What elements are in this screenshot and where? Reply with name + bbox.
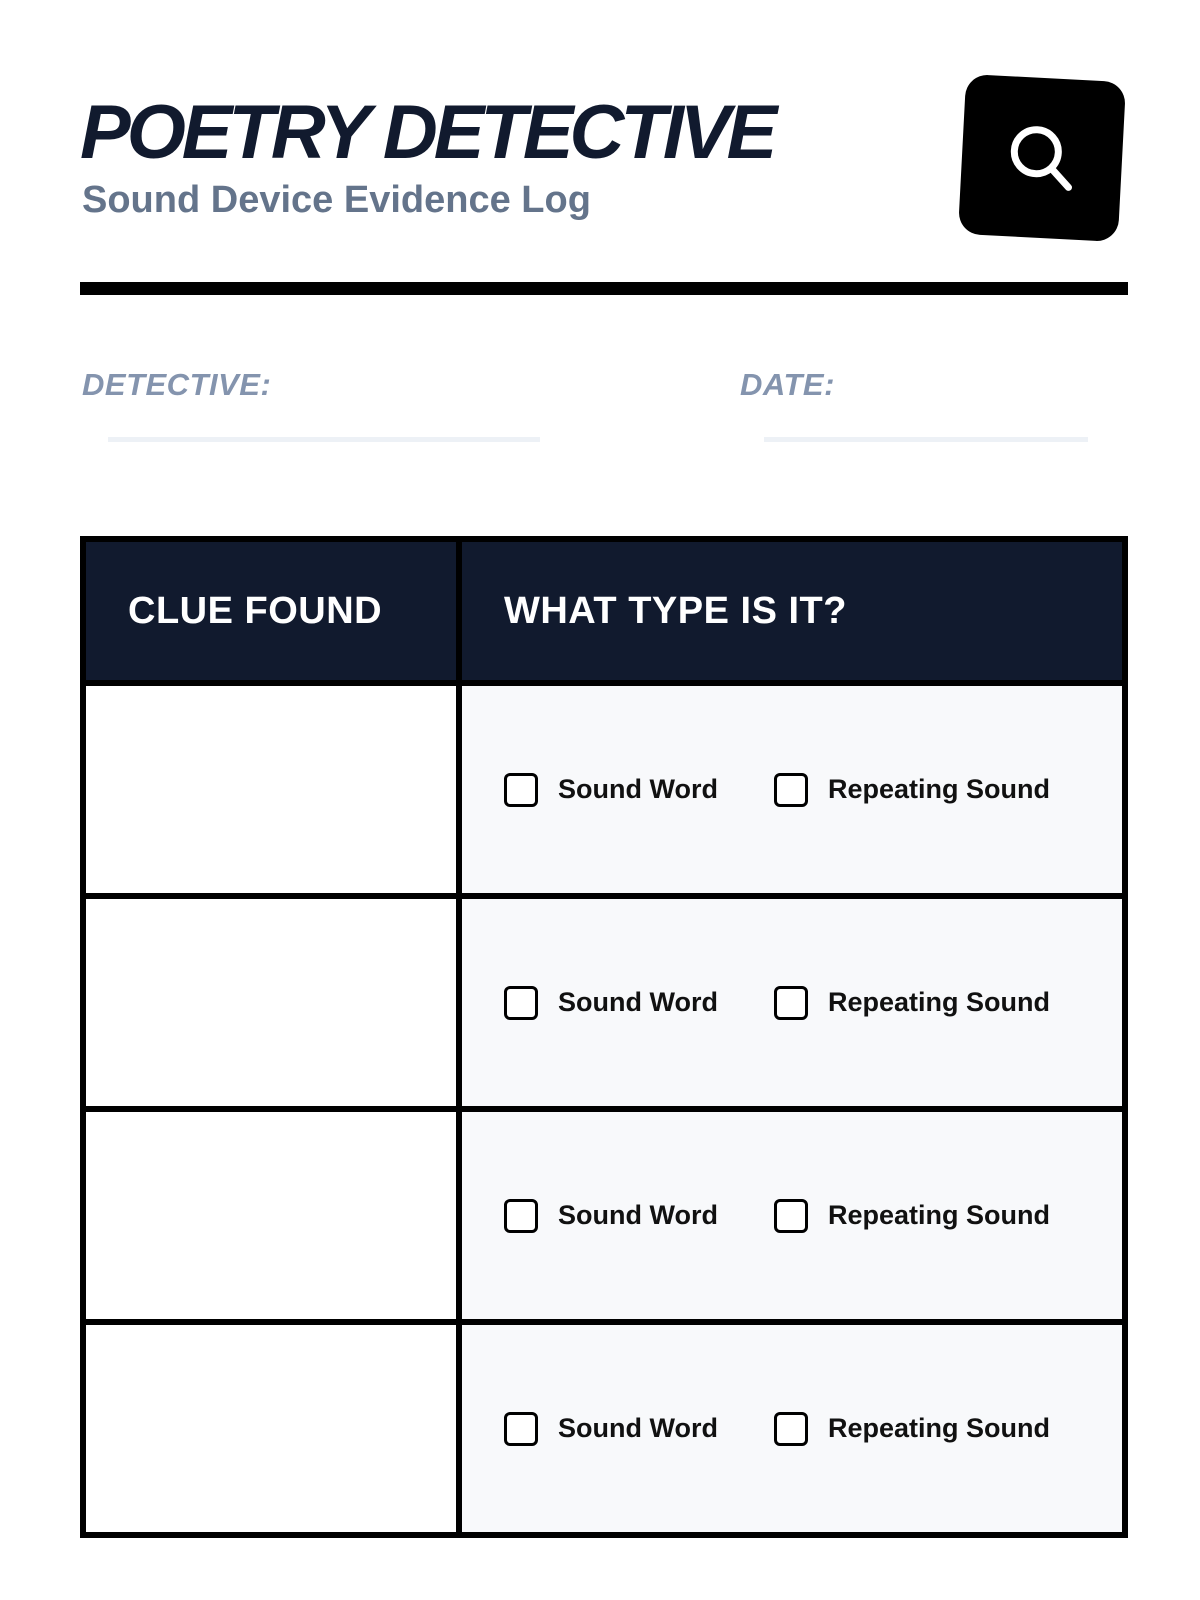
repeating-sound-label: Repeating Sound [827,1200,1050,1230]
detective-field[interactable] [108,437,540,442]
type-cell [462,899,1122,1106]
clue-cell[interactable] [86,1325,456,1532]
repeating-sound-option[interactable] [774,1199,1050,1233]
sound-word-label: Sound Word [558,987,718,1017]
column-header-type: WHAT TYPE IS IT? [462,542,1122,680]
repeating-sound-label: Repeating Sound [827,1413,1050,1443]
clue-cell[interactable] [86,1112,456,1319]
type-cell [462,1325,1122,1532]
sound-word-option[interactable] [504,1199,718,1233]
type-cell [462,1112,1122,1319]
repeating-sound-checkbox[interactable] [774,1412,808,1446]
type-cell [462,686,1122,893]
header-divider [80,282,1128,295]
magnifying-glass-icon [958,74,1126,242]
sound-word-checkbox[interactable] [504,1199,538,1233]
date-label: DATE: [740,367,835,402]
date-field[interactable] [764,437,1088,442]
detective-label: DETECTIVE: [82,367,272,402]
sound-word-option[interactable] [504,773,718,807]
repeating-sound-label: Repeating Sound [827,774,1050,804]
sound-word-label: Sound Word [558,1200,718,1230]
repeating-sound-checkbox[interactable] [774,1199,808,1233]
sound-word-label: Sound Word [558,774,718,804]
evidence-table [80,536,1128,1538]
sound-word-option[interactable] [504,1412,718,1446]
column-header-clue-found: CLUE FOUND [86,542,456,680]
magnifying-glass-glyph [1004,120,1080,196]
clue-cell[interactable] [86,686,456,893]
sound-word-checkbox[interactable] [504,773,538,807]
sound-word-option[interactable] [504,986,718,1020]
repeating-sound-checkbox[interactable] [774,986,808,1020]
repeating-sound-option[interactable] [774,986,1050,1020]
repeating-sound-option[interactable] [774,773,1050,807]
sound-word-label: Sound Word [558,1413,718,1443]
clue-cell[interactable] [86,899,456,1106]
repeating-sound-option[interactable] [774,1412,1050,1446]
repeating-sound-label: Repeating Sound [827,987,1050,1017]
repeating-sound-checkbox[interactable] [774,773,808,807]
sound-word-checkbox[interactable] [504,986,538,1020]
sound-word-checkbox[interactable] [504,1412,538,1446]
page-subtitle: Sound Device Evidence Log [82,179,591,221]
page-title: POETRY DETECTIVE [80,90,774,175]
